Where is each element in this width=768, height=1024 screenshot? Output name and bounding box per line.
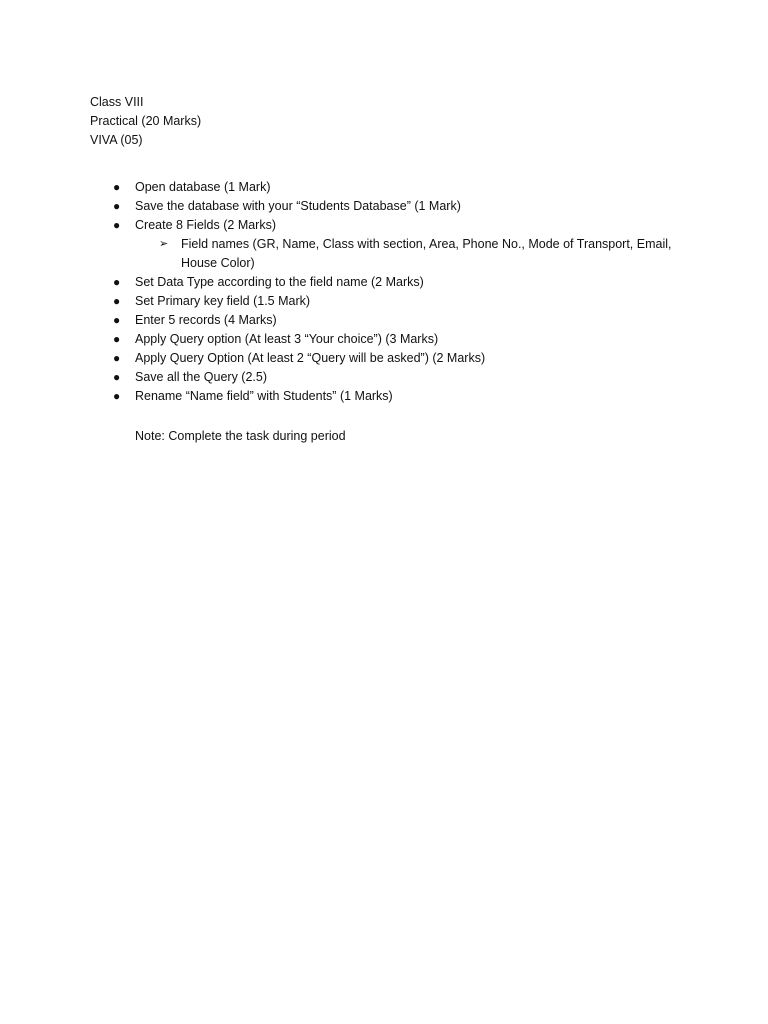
class-line: Class VIII: [90, 95, 144, 109]
task-item: [0, 349, 768, 368]
task-item: [0, 216, 768, 235]
task-item: [0, 311, 768, 330]
task-text: Set Primary key field (1.5 Mark): [135, 294, 311, 308]
subtask-text: Field names (GR, Name, Class with section, Area, Phone No., Mode of Transport, Email, House Color): [181, 237, 672, 270]
document-header: [90, 93, 201, 150]
subtask-item: [0, 235, 681, 273]
task-item: [0, 387, 768, 406]
task-list: [0, 178, 768, 406]
bullet-icon: ●: [113, 351, 121, 365]
task-item: [0, 292, 768, 311]
note-text: Note: Complete the task during period: [135, 429, 346, 443]
task-text: Save all the Query (2.5): [135, 370, 268, 384]
task-item: [0, 368, 768, 387]
task-text: Apply Query Option (At least 2 “Query will be asked”) (2 Marks): [135, 351, 486, 365]
bullet-icon: ●: [113, 294, 121, 308]
bullet-icon: ●: [113, 313, 121, 327]
practical-line: Practical (20 Marks): [90, 114, 202, 128]
bullet-icon: ●: [113, 199, 121, 213]
bullet-icon: ●: [113, 332, 121, 346]
bullet-icon: ●: [113, 389, 121, 403]
task-text: Apply Query option (At least 3 “Your choice”) (3 Marks): [135, 332, 439, 346]
task-item: [0, 178, 768, 197]
task-item: [0, 273, 768, 292]
task-item: [0, 197, 768, 216]
task-text: Open database (1 Mark): [135, 180, 271, 194]
bullet-icon: ●: [113, 275, 121, 289]
viva-line: VIVA (05): [90, 133, 143, 147]
bullet-icon: ●: [113, 370, 121, 384]
bullet-icon: ●: [113, 218, 121, 232]
bullet-icon: ●: [113, 180, 121, 194]
task-text: Enter 5 records (4 Marks): [135, 313, 277, 327]
task-text: Create 8 Fields (2 Marks): [135, 218, 277, 232]
task-text: Rename “Name field” with Students” (1 Marks): [135, 389, 393, 403]
task-text: Set Data Type according to the field name (2 Marks): [135, 275, 424, 289]
task-text: Save the database with your “Students Database” (1 Mark): [135, 199, 461, 213]
task-item: [0, 330, 768, 349]
arrow-bullet-icon: ➢: [159, 238, 169, 250]
